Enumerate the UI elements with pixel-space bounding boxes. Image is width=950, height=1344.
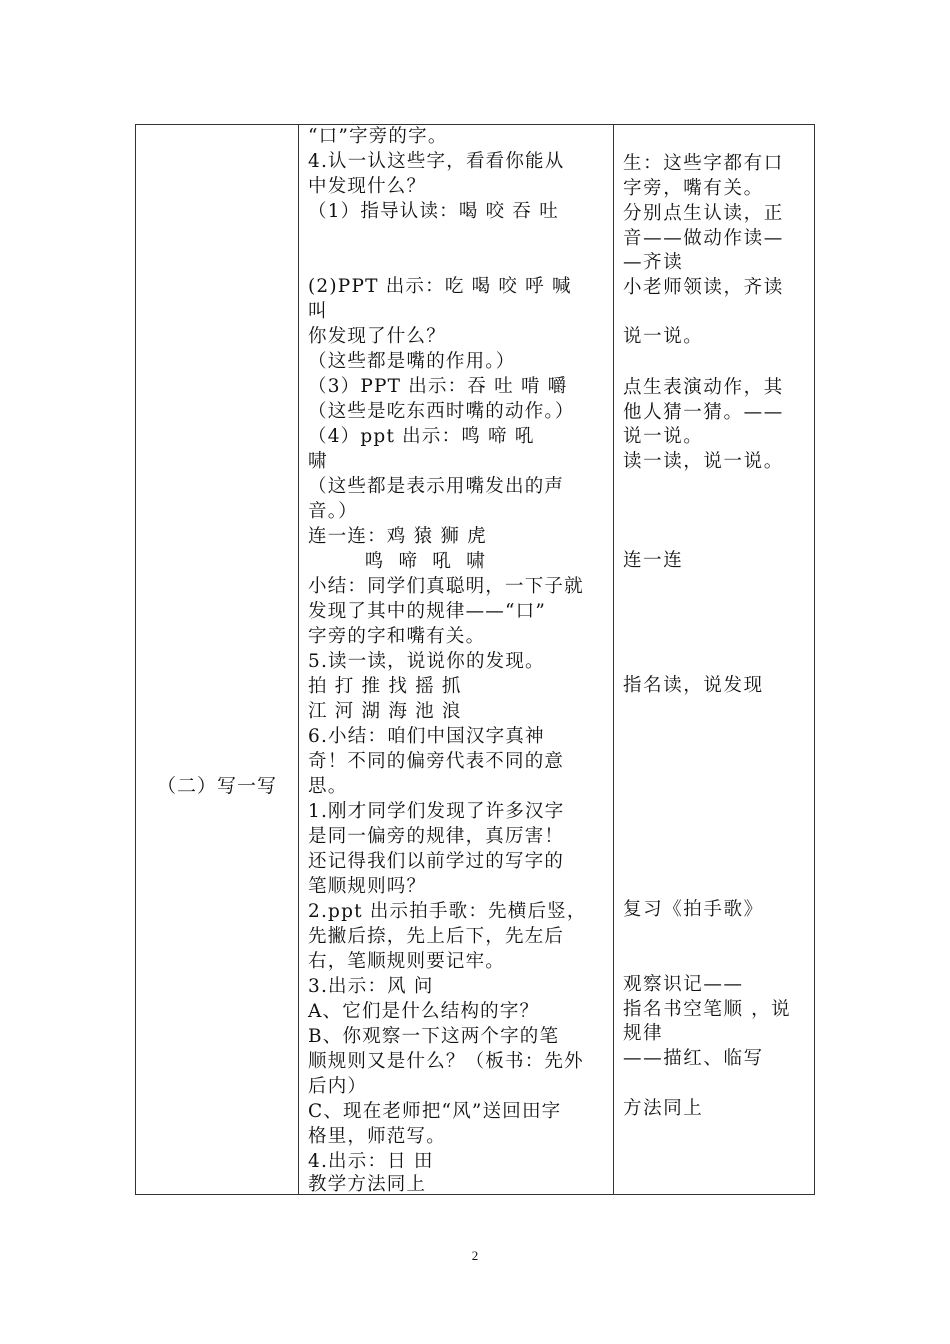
student-line: 读一读，说一说。 [623, 451, 784, 472]
teacher-line: 笔顺规则吗？ [308, 876, 427, 897]
teacher-line: 奇！不同的偏旁代表不同的意 [308, 751, 565, 772]
teacher-line: 后内） [308, 1076, 368, 1097]
student-line: 指名书空笔顺 ，说 [623, 999, 792, 1020]
lesson-plan-table [135, 124, 815, 1195]
teacher-line: 3.出示：风 问 [308, 976, 434, 997]
teacher-line: 小结：同学们真聪明，一下子就 [308, 576, 584, 597]
student-line: 方法同上 [623, 1098, 704, 1119]
teacher-line: 格里，师范写。 [308, 1126, 446, 1147]
teacher-line: A、它们是什么结构的字？ [308, 1001, 540, 1022]
student-line: 规律 [623, 1023, 664, 1044]
student-line: 说一说。 [623, 326, 704, 347]
teacher-line: 叫 [308, 301, 328, 322]
teacher-line: 2.ppt 出示拍手歌：先横后竖， [308, 901, 587, 922]
student-line: 指名读，说发现 [623, 675, 764, 696]
section-label: （二）写一写 [156, 775, 277, 797]
teacher-line: 先撇后捺，先上后下，先左后 [308, 926, 565, 947]
student-line: 观察识记—— [623, 974, 744, 995]
teacher-line: 还记得我们以前学过的写字的 [308, 851, 565, 872]
teacher-line: 中发现什么？ [308, 176, 427, 197]
teacher-line: 啸 [308, 451, 328, 472]
teacher-line: 右，笔顺规则要记牢。 [308, 951, 506, 972]
column-divider-left [298, 125, 299, 1194]
teacher-line: （4）ppt 出示：鸣 啼 吼 [308, 426, 535, 447]
teacher-line: “口”字旁的字。 [308, 126, 448, 147]
teacher-line: 思。 [308, 776, 348, 797]
teacher-line: （3）PPT 出示：吞 吐 啃 嚼 [308, 376, 568, 397]
student-line: 分别点生认读，正 [623, 203, 784, 224]
teacher-line: 顺规则又是什么？（板书：先外 [308, 1051, 584, 1072]
student-line: 小老师领读，齐读 [623, 277, 784, 298]
teacher-line: 音。） [308, 501, 358, 522]
teacher-activity-column [308, 125, 608, 1194]
student-line: 复习《拍手歌》 [623, 899, 764, 920]
teacher-line: 字旁的字和嘴有关。 [308, 626, 486, 647]
student-line: 点生表演动作，其 [623, 377, 784, 398]
teacher-line: 连一连：鸡 猿 狮 虎 [308, 526, 487, 547]
teacher-line: 你发现了什么？ [308, 326, 446, 347]
teacher-line: 发现了其中的规律——“口” [308, 601, 547, 622]
teacher-line: （这些都是表示用嘴发出的声 [308, 476, 565, 497]
student-line: 连一连 [623, 550, 684, 571]
student-line: ——描红、临写 [623, 1048, 764, 1069]
teacher-line: 6.小结：咱们中国汉字真神 [308, 726, 545, 747]
teacher-line: 拍 打 推 找 摇 抓 [308, 676, 462, 697]
student-line: 他人猜一猜。—— [623, 402, 784, 423]
teacher-line: 是同一偏旁的规律，真厉害！ [308, 826, 565, 847]
student-activity-column [623, 125, 813, 1194]
teacher-line: 4.出示：日 田 [308, 1151, 434, 1172]
student-line: 说一说。 [623, 426, 704, 447]
student-line: —齐读 [623, 252, 684, 273]
teacher-line: C、现在老师把“风”送回田字 [308, 1101, 562, 1122]
teacher-line: （这些都是嘴的作用。） [308, 351, 516, 372]
teacher-line: 1.刚才同学们发现了许多汉字 [308, 801, 565, 822]
teacher-line: 5.读一读，说说你的发现。 [308, 651, 545, 672]
teacher-line: 江 河 湖 海 池 浪 [308, 701, 462, 722]
student-line: 生：这些字都有口 [623, 153, 784, 174]
student-line: 音——做动作读— [623, 228, 784, 249]
teacher-line: （1）指导认读：喝 咬 吞 吐 [308, 201, 559, 222]
teacher-line: 鸣 啼 吼 啸 [308, 551, 486, 572]
teacher-line: (2)PPT 出示：吃 喝 咬 呼 喊 [308, 276, 572, 297]
teacher-line: 教学方法同上 [308, 1174, 427, 1195]
page-number: 2 [471, 1248, 479, 1263]
student-line: 字旁，嘴有关。 [623, 178, 764, 199]
teacher-line: （这些是吃东西时嘴的动作。） [308, 401, 575, 422]
teacher-line: 4.认一认这些字，看看你能从 [308, 151, 565, 172]
teacher-line: B、你观察一下这两个字的笔 [308, 1026, 560, 1047]
column-divider-right [613, 125, 614, 1194]
